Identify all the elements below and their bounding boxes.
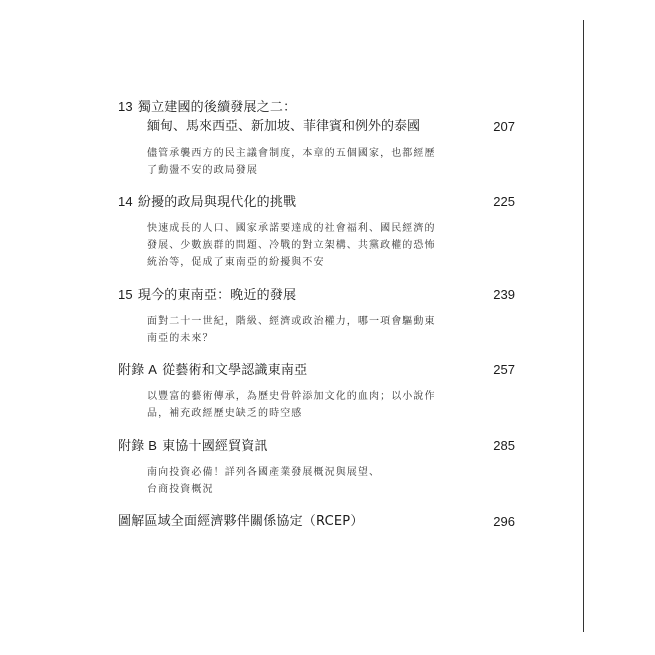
entry-title bbox=[118, 192, 515, 213]
entry-title-text: 獨立建國的後續發展之二： bbox=[137, 100, 297, 115]
entry-title-text: 東協十國經貿資訊 bbox=[162, 439, 268, 454]
entry-number: 附錄 B bbox=[118, 438, 158, 453]
toc-entry-appendix-a[interactable] bbox=[118, 360, 515, 422]
toc-entry-14[interactable] bbox=[118, 192, 515, 271]
entry-number: 15 bbox=[118, 287, 133, 302]
entry-title-text: 圖解區域全面經濟夥伴關係協定（RCEP） bbox=[118, 514, 364, 529]
description-line: 快速成長的人口、國家承諾要達成的社會福利、國民經濟的 bbox=[147, 223, 436, 234]
description-line: 以豐富的藝術傳承，為歷史骨幹添加文化的血肉；以小說作 bbox=[147, 391, 436, 402]
toc-entry-rcep[interactable] bbox=[118, 512, 515, 532]
page-number: 257 bbox=[493, 362, 515, 377]
description-line: 統治等，促成了東南亞的紛擾與不安 bbox=[147, 257, 325, 268]
entry-title-line2 bbox=[118, 117, 515, 137]
description-line: 面對二十一世紀，階級、經濟或政治權力，哪一項會驅動東 bbox=[147, 316, 436, 327]
page-number: 225 bbox=[493, 194, 515, 209]
entry-title-text: 紛擾的政局與現代化的挑戰 bbox=[137, 195, 297, 210]
entry-title-text: 現今的東南亞：晚近的發展 bbox=[137, 288, 297, 303]
entry-description bbox=[147, 220, 477, 271]
entry-description bbox=[147, 388, 477, 422]
description-line: 了動盪不安的政局發展 bbox=[147, 165, 258, 176]
toc-entry-appendix-b[interactable] bbox=[118, 436, 515, 498]
page-margin-rule bbox=[583, 20, 584, 632]
description-line: 品，補充政經歷史缺乏的時空感 bbox=[147, 408, 303, 419]
page-number: 207 bbox=[493, 119, 515, 134]
page-number: 296 bbox=[493, 514, 515, 529]
toc-entry-15[interactable] bbox=[118, 285, 515, 347]
entry-description bbox=[147, 145, 477, 179]
description-line: 儘管承襲西方的民主議會制度，本章的五個國家，也都經歷 bbox=[147, 148, 436, 159]
description-line: 發展、少數族群的問題、冷戰的對立架構、共黨政權的恐怖 bbox=[147, 240, 436, 251]
description-line: 南亞的未來？ bbox=[147, 333, 214, 344]
entry-number: 14 bbox=[118, 194, 133, 209]
entry-title bbox=[118, 436, 515, 457]
page-number: 239 bbox=[493, 287, 515, 302]
description-line: 南向投資必備！詳列各國產業發展概況與展望、 bbox=[147, 467, 381, 478]
entry-description bbox=[147, 464, 477, 498]
description-line: 台商投資概況 bbox=[147, 484, 214, 495]
entry-title bbox=[118, 360, 515, 381]
page-number: 285 bbox=[493, 438, 515, 453]
entry-title bbox=[118, 285, 515, 306]
entry-title-text: 從藝術和文學認識東南亞 bbox=[162, 363, 308, 378]
entry-title-text-2: 緬甸、馬來西亞、新加坡、菲律賓和例外的泰國 bbox=[147, 119, 421, 134]
entry-title bbox=[118, 512, 515, 532]
entry-number: 附錄 A bbox=[118, 362, 158, 377]
entry-title bbox=[118, 97, 515, 118]
entry-description bbox=[147, 313, 477, 347]
toc-entry-13[interactable] bbox=[118, 97, 515, 179]
entry-number: 13 bbox=[118, 99, 133, 114]
